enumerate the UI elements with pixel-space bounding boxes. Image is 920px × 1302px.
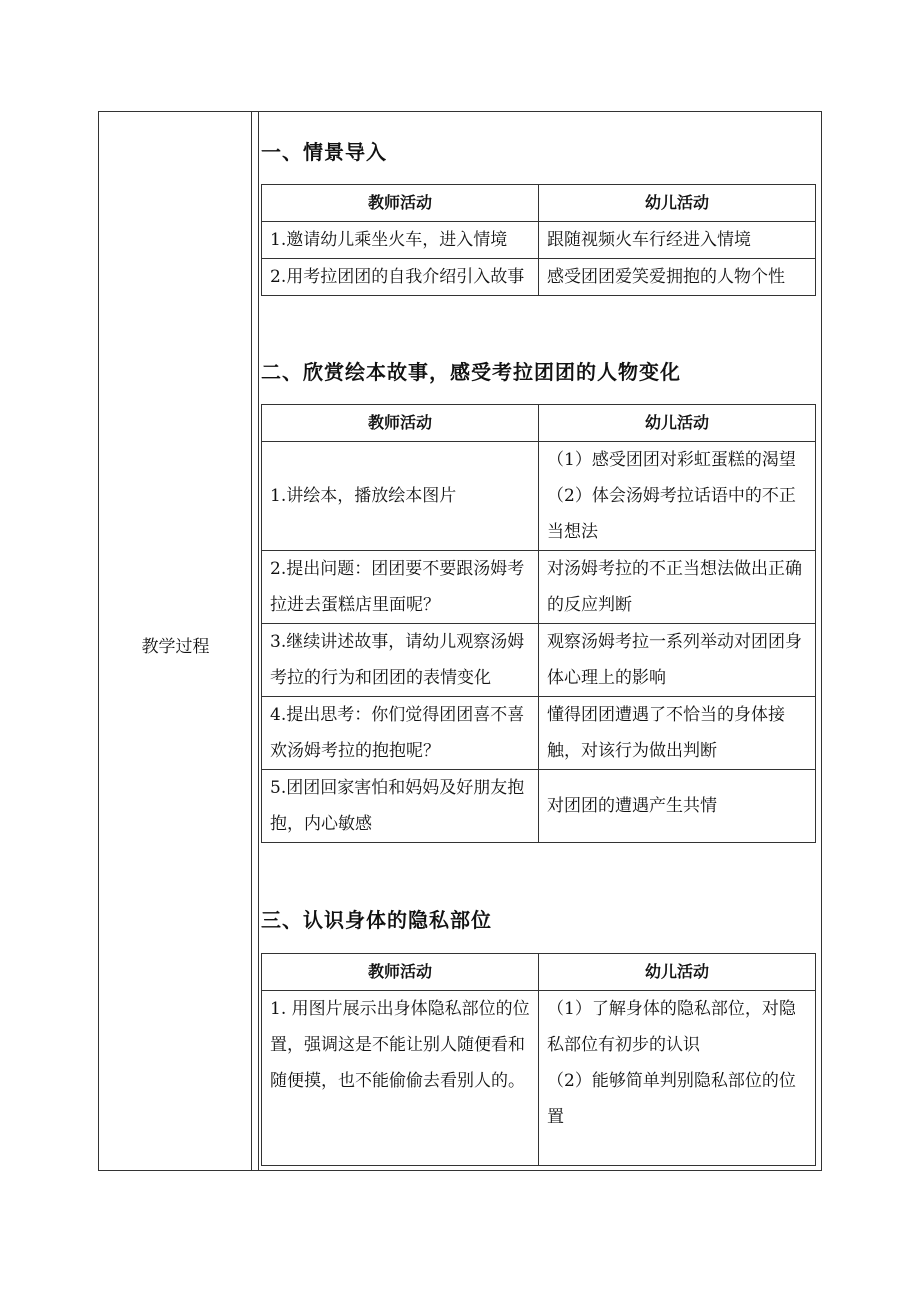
teacher-cell: 2.提出问题：团团要不要跟汤姆考拉进去蛋糕店里面呢？ — [262, 551, 539, 624]
table-row — [262, 697, 816, 770]
lesson-plan-frame — [98, 111, 822, 1171]
table-row — [262, 770, 816, 843]
child-cell: 跟随视频火车行经进入情境 — [539, 222, 816, 259]
child-cell: 感受团团爱笑爱拥抱的人物个性 — [539, 259, 816, 296]
header-child: 幼儿活动 — [539, 954, 816, 991]
header-child: 幼儿活动 — [539, 185, 816, 222]
header-teacher: 教师活动 — [262, 185, 539, 222]
teacher-cell: 3.继续讲述故事，请幼儿观察汤姆考拉的行为和团团的表情变化 — [262, 624, 539, 697]
child-item: （2）体会汤姆考拉话语中的不正当想法 — [547, 486, 796, 542]
teacher-cell: 1.讲绘本，播放绘本图片 — [262, 442, 539, 551]
table-row — [262, 259, 816, 296]
child-cell: 懂得团团遭遇了不恰当的身体接触，对该行为做出判断 — [539, 697, 816, 770]
teacher-cell: 4.提出思考：你们觉得团团喜不喜欢汤姆考拉的抱抱呢？ — [262, 697, 539, 770]
table-row — [262, 442, 816, 551]
table-header-row — [262, 405, 816, 442]
table-header-row — [262, 185, 816, 222]
activity-table-2 — [261, 404, 816, 843]
header-teacher: 教师活动 — [262, 405, 539, 442]
activity-table-3 — [261, 953, 816, 1166]
table-row — [262, 991, 816, 1166]
header-child: 幼儿活动 — [539, 405, 816, 442]
child-cell — [539, 991, 816, 1166]
header-teacher: 教师活动 — [262, 954, 539, 991]
teacher-cell: 1.邀请幼儿乘坐火车，进入情境 — [262, 222, 539, 259]
section-title-3: 三、认识身体的隐私部位 — [261, 908, 492, 932]
activity-table-1 — [261, 184, 816, 296]
child-item: （1）了解身体的隐私部位，对隐私部位有初步的认识 — [547, 999, 796, 1055]
child-cell: 对团团的遭遇产生共情 — [539, 770, 816, 843]
child-cell: 观察汤姆考拉一系列举动对团团身体心理上的影响 — [539, 624, 816, 697]
teacher-cell: 5.团团回家害怕和妈妈及好朋友抱抱，内心敏感 — [262, 770, 539, 843]
section-title-1: 一、情景导入 — [261, 140, 387, 164]
child-cell: 对汤姆考拉的不正当想法做出正确的反应判断 — [539, 551, 816, 624]
child-item: （1）感受团团对彩虹蛋糕的渴望 — [547, 450, 796, 470]
teacher-cell: 1. 用图片展示出身体隐私部位的位置，强调这是不能让别人随便看和随便摸，也不能偷偷去看别人的。 — [262, 991, 539, 1166]
teacher-cell: 2.用考拉团团的自我介绍引入故事 — [262, 259, 539, 296]
child-cell — [539, 442, 816, 551]
table-row — [262, 551, 816, 624]
section-title-2: 二、欣赏绘本故事，感受考拉团团的人物变化 — [261, 360, 681, 384]
row-label: 教学过程 — [141, 637, 210, 657]
table-row — [262, 624, 816, 697]
table-row — [262, 222, 816, 259]
table-header-row — [262, 954, 816, 991]
left-label-column — [99, 112, 252, 1170]
inner-divider — [258, 112, 259, 1170]
child-item: （2）能够简单判别隐私部位的位置 — [547, 1071, 796, 1127]
